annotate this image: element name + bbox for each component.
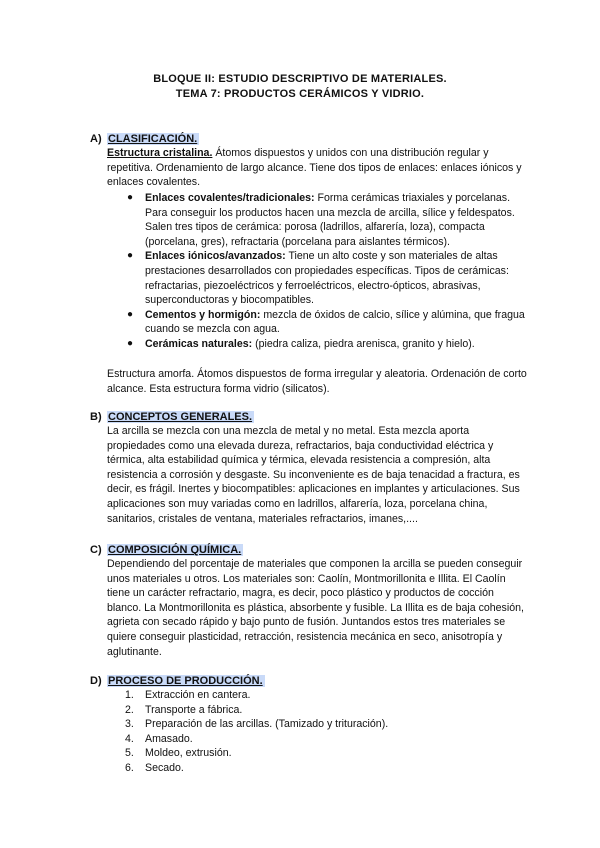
- section-c-title: COMPOSICIÓN QUÍMICA.: [108, 544, 242, 556]
- list-item: [107, 191, 527, 249]
- crystalline-structure-label: Estructura cristalina.: [107, 147, 213, 159]
- production-steps-list: [107, 688, 527, 776]
- step-text: Transporte a fábrica.: [145, 703, 243, 716]
- bullet-icon: ●: [127, 337, 134, 349]
- step-number: 6.: [125, 761, 134, 774]
- bullet-title: Cerámicas naturales:: [145, 337, 253, 350]
- bullet-title: Enlaces iónicos/avanzados:: [145, 250, 286, 263]
- list-item: [107, 249, 527, 307]
- section-d-letter: D): [90, 675, 102, 687]
- list-item: [107, 746, 527, 761]
- step-number: 1.: [125, 689, 134, 701]
- list-item: [107, 688, 527, 703]
- crystalline-structure-text: Átomos dispuestos y unidos con una distribución regular y repetitiva. Ordenamiento de largo alcance. Tiene dos tipos de enlaces: enlaces iónicos y enlaces covalentes.: [107, 147, 522, 189]
- step-number: 4.: [125, 732, 134, 745]
- bullet-text: Forma cerámicas triaxiales y porcelanas. Para conseguir los productos hacen una mezcla de arcilla, sílice y feldespatos. Salen tres tipos de cerámica: porosa (ladrillos, alfarería, loza), compacta (porcelana, gres), refractaria (porcelana para aislantes térmicos).: [145, 192, 515, 248]
- section-b-letter: B): [90, 411, 102, 423]
- step-text: Extracción en cantera.: [145, 689, 251, 701]
- bullet-text: Tiene un alto coste y son materiales de altas prestaciones desarrollados con propiedades específicas. Tipos de cerámicas: refractarias, piezoeléctricos y ferroeléctricos, electro-ópticos, abrasivas, superconductoras y biocompatibles.: [145, 250, 509, 307]
- bullet-text: (piedra caliza, piedra arenisca, granito y hielo).: [252, 337, 475, 350]
- section-b-title: CONCEPTOS GENERALES.: [108, 411, 253, 423]
- bullet-icon: ●: [127, 192, 134, 203]
- section-a-letter: A): [90, 133, 102, 145]
- step-text: Moldeo, extrusión.: [145, 747, 232, 760]
- step-text: Amasado.: [145, 732, 193, 745]
- step-number: 2.: [125, 703, 134, 716]
- section-d-title: PROCESO DE PRODUCCIÓN.: [108, 675, 263, 687]
- list-item: [107, 308, 527, 337]
- section-c-letter: C): [90, 544, 102, 556]
- bullet-icon: ●: [127, 250, 134, 262]
- amorphous-structure-text: Estructura amorfa. Átomos dispuestos de forma irregular y aleatoria. Ordenación de corto alcance. Esta estructura forma vidrio (silicatos).: [107, 368, 527, 395]
- section-b-text: La arcilla se mezcla con una mezcla de metal y no metal. Esta mezcla aporta propiedades como una elevada dureza, refractarios, baja conductividad eléctrica y térmica, alta estabilidad química y térmica, elevada resistencia a compresión, alta resistencia a corrosión y desgaste. Su inconveniente es de baja tenacidad a fractura, es decir, es frágil. Inertes y biocompatibles: aplicaciones en implantes y articulaciones. Sus aplicaciones son muy variadas como en ladrillos, alfarería, loza, porcelana china, sanitarios, cristales de ventana, materiales refractarios, imanes,....: [107, 425, 520, 525]
- section-c-text: Dependiendo del porcentaje de materiales que componen la arcilla se pueden conseguir unos materiales u otros. Los materiales son: Caolín, Montmorillonita e Illita. El Caolín tiene un carácter refractario, magra, es decir, poco plástico y productos de cocción blanco. La Montmorillonita es plástica, absorbente y fusible. La Illita es de baja cohesión, agrieta con secado rápido y bajo punto de fusión. Juntandos estos tres materiales se quiere conseguir plasticidad, retracción, resistencia mecánica en seco, anisotropía y aglutinante.: [107, 558, 524, 658]
- section-c-heading: [90, 543, 243, 557]
- title-line-2: TEMA 7: PRODUCTOS CERÁMICOS Y VIDRIO.: [175, 88, 425, 100]
- step-number: 5.: [125, 747, 134, 760]
- section-d-heading: [90, 674, 265, 688]
- bullet-title: Enlaces covalentes/tradicionales:: [145, 192, 315, 204]
- bullet-icon: ●: [127, 308, 134, 320]
- document-title: [0, 72, 600, 102]
- section-a-title: CLASIFICACIÓN.: [108, 133, 198, 145]
- list-item: [107, 703, 527, 718]
- title-line-1: BLOQUE II: ESTUDIO DESCRIPTIVO DE MATERIALES.: [153, 73, 447, 85]
- bullet-text: mezcla de óxidos de calcio, sílice y alúmina, que fragua cuando se mezcla con agua.: [145, 308, 525, 336]
- list-item: [107, 717, 527, 732]
- step-text: Secado.: [145, 761, 184, 774]
- section-b-heading: [90, 410, 254, 424]
- list-item: [107, 732, 527, 747]
- step-number: 3.: [125, 718, 134, 731]
- list-item: [107, 337, 527, 352]
- list-item: [107, 761, 527, 776]
- section-a-intro: [107, 146, 527, 190]
- section-a-heading: [90, 132, 199, 146]
- step-text: Preparación de las arcillas. (Tamizado y trituración).: [145, 718, 389, 731]
- bond-types-list: [107, 191, 527, 352]
- bullet-title: Cementos y hormigón:: [145, 308, 261, 321]
